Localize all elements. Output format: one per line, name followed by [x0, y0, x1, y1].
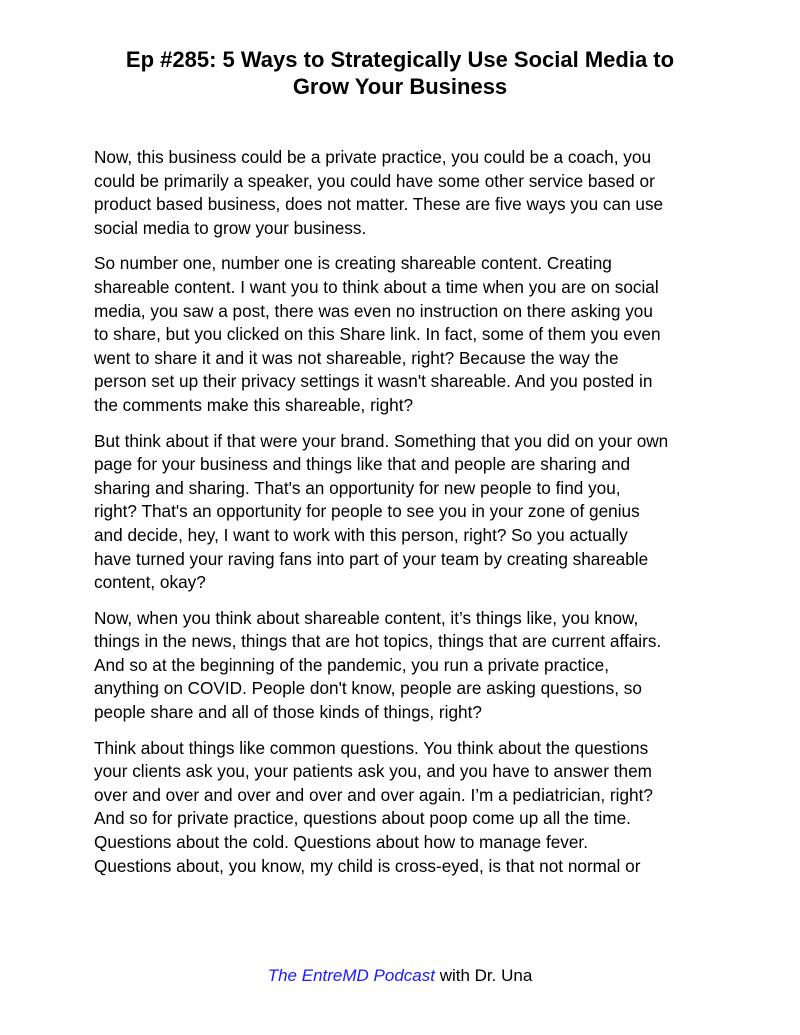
text-line: page for your business and things like that and people are sharing and — [94, 454, 631, 475]
text-line: anything on COVID. People don't know, people are asking questions, so — [94, 678, 642, 699]
paragraph-shareable-content — [94, 252, 714, 417]
podcast-name-link[interactable]: The EntreMD Podcast — [267, 966, 435, 985]
text-line: But think about if that were your brand. Something that you did on your own — [94, 430, 669, 451]
text-line: the comments make this shareable, right? — [94, 394, 414, 415]
text-line: Questions about, you know, my child is cross-eyed, is that not normal or — [94, 855, 641, 876]
text-line: to share, but you clicked on this Share link. In fact, some of them you even — [94, 324, 661, 345]
text-line: And so at the beginning of the pandemic, you run a private practice, — [94, 654, 609, 675]
text-line: Now, this business could be a private practice, you could be a coach, you — [94, 147, 652, 167]
text-line: Now, when you think about shareable content, it’s things like, you know, — [94, 607, 639, 628]
text-line: could be primarily a speaker, you could have some other service based or — [94, 170, 655, 191]
text-line: people share and all of those kinds of things, right? — [94, 702, 482, 723]
text-line: shareable content. I want you to think about a time when you are on social — [94, 276, 659, 297]
text-line: Think about things like common questions. You think about the questions — [94, 737, 649, 758]
text-line: person set up their privacy settings it wasn't shareable. And you posted in — [94, 371, 653, 392]
text-line: Questions about the cold. Questions about how to manage fever. — [94, 832, 588, 853]
title-line: Ep #285: 5 Ways to Strategically Use Social Media to — [125, 47, 675, 72]
text-line: sharing and sharing. That's an opportunity for new people to find you, — [94, 477, 621, 498]
text-line: things in the news, things that are hot topics, things that are current affairs. — [94, 631, 662, 652]
paragraph-intro — [94, 146, 714, 240]
text-line: content, okay? — [94, 572, 206, 593]
paragraph-common-questions — [94, 737, 714, 879]
transcript-body — [94, 146, 714, 890]
text-line: product based business, does not matter. These are five ways you can use — [94, 194, 664, 215]
text-line: So number one, number one is creating shareable content. Creating — [94, 253, 612, 274]
text-line: media, you saw a post, there was even no instruction on there asking you — [94, 300, 653, 321]
paragraph-hot-topics — [94, 607, 714, 725]
page-title — [60, 46, 740, 100]
text-line: And so for private practice, questions about poop come up all the time. — [94, 808, 631, 829]
paragraph-your-brand — [94, 430, 714, 595]
text-line: social media to grow your business. — [94, 217, 367, 238]
text-line: right? That's an opportunity for people to see you in your zone of genius — [94, 501, 640, 522]
page-footer — [0, 964, 800, 988]
text-line: have turned your raving fans into part of your team by creating shareable — [94, 548, 649, 569]
text-line: over and over and over and over and over again. I’m a pediatrician, right? — [94, 784, 653, 805]
text-line: and decide, hey, I want to work with this person, right? So you actually — [94, 524, 628, 545]
footer-suffix: with Dr. Una — [434, 966, 533, 985]
text-line: went to share it and it was not shareable, right? Because the way the — [94, 347, 619, 368]
title-line: Grow Your Business — [292, 74, 508, 99]
text-line: your clients ask you, your patients ask you, and you have to answer them — [94, 761, 652, 782]
